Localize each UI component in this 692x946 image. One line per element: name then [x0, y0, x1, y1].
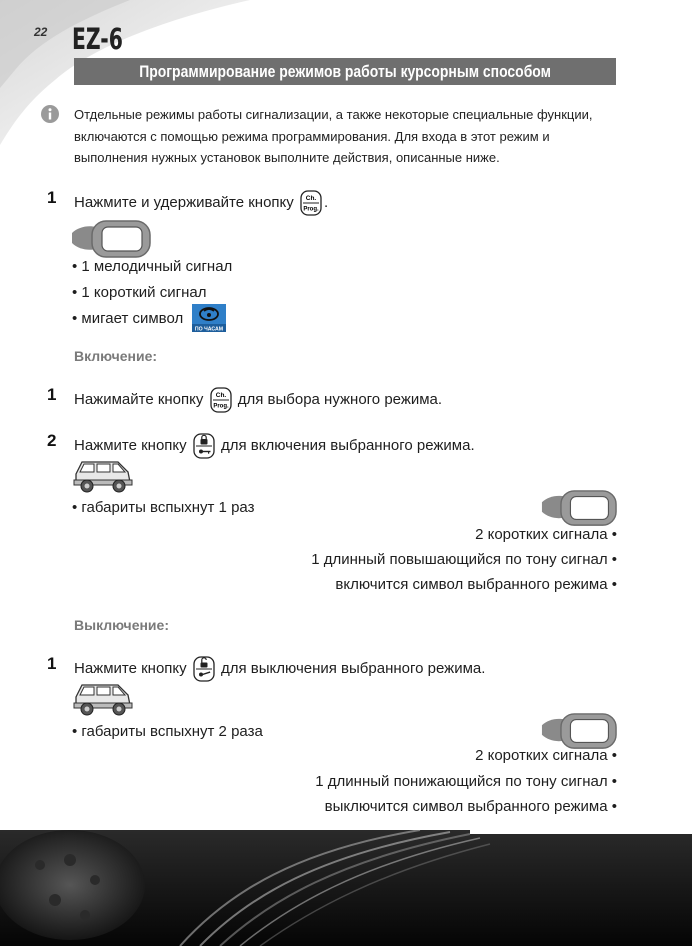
- model-name: EZ-6: [72, 22, 123, 56]
- ch-label: Ch.: [305, 195, 317, 202]
- entry-step-period: .: [323, 193, 329, 211]
- enable-fob-result-1: 2 коротких сигнала •: [475, 526, 617, 543]
- disable-fob-result-3: выключится символ выбранного режима •: [324, 798, 617, 815]
- page-number: 22: [34, 25, 48, 39]
- enable-step2-number: 2: [47, 431, 57, 450]
- timer-mode-symbol-icon: [192, 304, 226, 332]
- enable-step2-text-after: для включения выбранного режима.: [221, 436, 475, 454]
- car-icon: [72, 458, 134, 494]
- entry-step-number: 1: [47, 188, 57, 207]
- key-fob-icon: [540, 712, 618, 750]
- disable-fob-result-2: 1 длинный понижающийся по тону сигнал •: [315, 773, 617, 790]
- enable-step1: [74, 387, 442, 413]
- prog-label: Prog.: [212, 403, 229, 410]
- ch-label: Ch.: [215, 392, 226, 399]
- entry-bullet-3-text: • мигает символ: [72, 310, 184, 327]
- ch-prog-button-icon: [210, 387, 232, 413]
- intro-paragraph: Отдельные режимы работы сигнализации, а также некоторые специальные функции, включаются с помощью режима программирования. Для входа в этот режим и выполнения нужных установок выполните действия, описанные ниже.: [74, 107, 593, 165]
- enable-fob-result-2: 1 длинный повышающийся по тону сигнал •: [311, 551, 617, 568]
- entry-bullet-1: • 1 мелодичный сигнал: [72, 258, 233, 275]
- disable-step1-number: 1: [47, 654, 57, 673]
- key-fob-icon: [540, 489, 618, 527]
- enable-step1-text-before: Нажимайте кнопку: [74, 390, 204, 408]
- timer-mode-symbol-label: ПО ЧАСАМ: [194, 326, 224, 332]
- disable-car-bullet: • габариты вспыхнут 2 раза: [72, 723, 263, 740]
- enable-fob-result-3: включится символ выбранного режима •: [335, 576, 617, 593]
- entry-bullet-3: [72, 310, 183, 327]
- prog-label: Prog.: [303, 206, 319, 213]
- info-icon: [40, 104, 60, 124]
- footer-jaguar-graphic: [0, 830, 692, 946]
- disable-fob-result-1: 2 коротких сигнала •: [475, 747, 617, 764]
- key-fob-icon: [70, 219, 152, 259]
- enable-car-bullet: • габариты вспыхнут 1 раз: [72, 499, 255, 516]
- ch-prog-button-icon: [300, 190, 322, 216]
- enable-section-heading: Включение:: [74, 348, 158, 364]
- entry-step-text: Нажмите и удерживайте кнопку: [74, 193, 294, 211]
- page-title: [74, 58, 616, 85]
- disable-step1: [74, 656, 485, 682]
- enable-step2: [74, 433, 475, 459]
- unlock-key-button-icon: [193, 656, 215, 682]
- enable-step1-number: 1: [47, 385, 57, 404]
- entry-step: [74, 190, 328, 216]
- entry-bullet-2: • 1 короткий сигнал: [72, 284, 207, 301]
- disable-step1-text-after: для выключения выбранного режима.: [221, 659, 486, 677]
- lock-key-button-icon: [193, 433, 215, 459]
- enable-step1-text-after: для выбора нужного режима.: [237, 390, 443, 408]
- page-title-text: Программирование режимов работы курсорным способом: [139, 62, 551, 81]
- car-icon: [72, 681, 134, 717]
- disable-section-heading: Выключение:: [74, 617, 169, 633]
- disable-step1-text-before: Нажмите кнопку: [74, 659, 187, 677]
- enable-step2-text-before: Нажмите кнопку: [74, 436, 187, 454]
